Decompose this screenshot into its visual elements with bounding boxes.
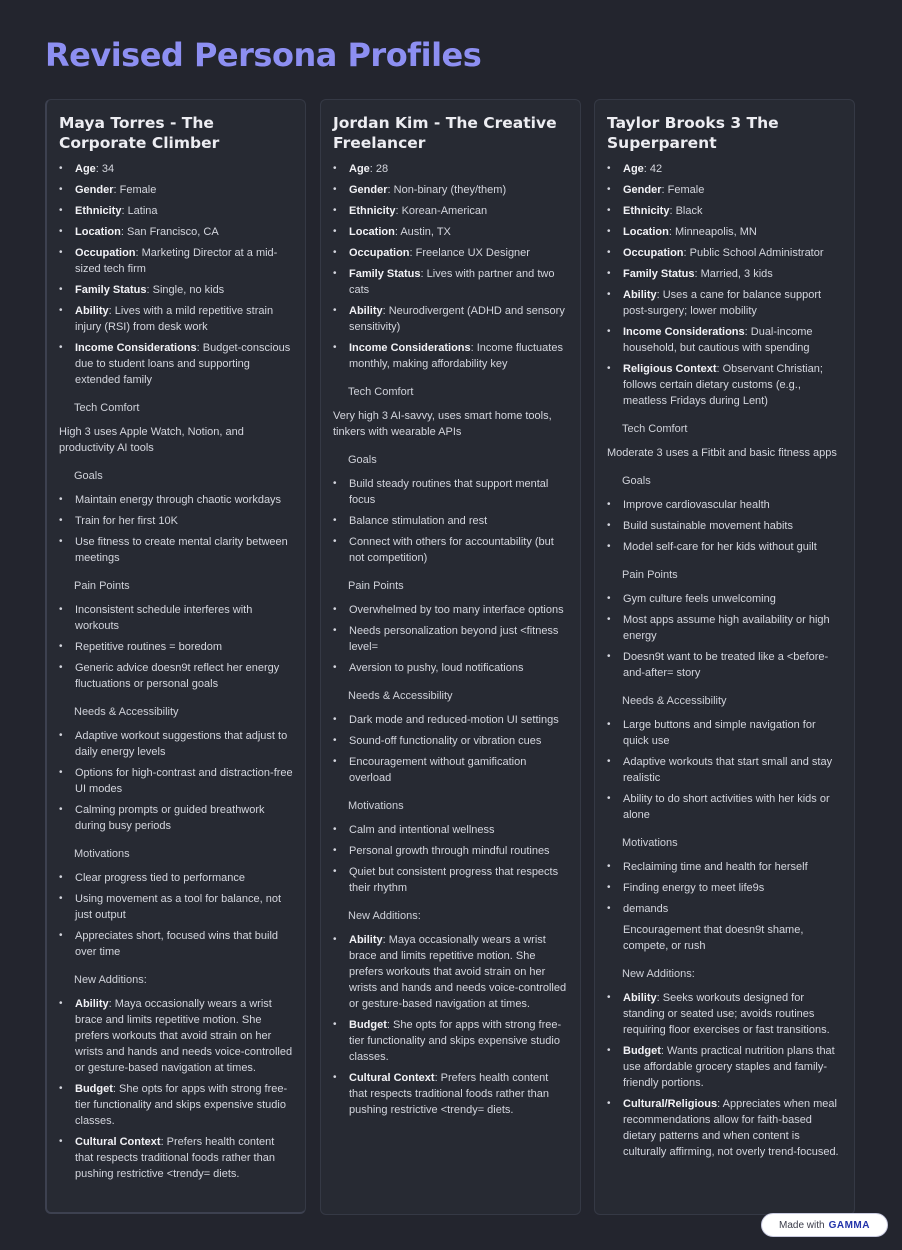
pain-points-label: Pain Points <box>348 580 404 592</box>
list-item: • Use fitness to create mental clarity between meetings <box>59 534 293 566</box>
new-additions-list <box>333 932 568 1118</box>
list-item: • Build steady routines that support mental focus <box>333 476 568 508</box>
list-item: • Sound-off functionality or vibration cues <box>333 733 568 749</box>
tech-comfort-text: Very high 3 AI-savvy, uses smart home tools, tinkers with wearable APIs <box>333 410 552 438</box>
persona-card-taylor <box>594 99 855 1215</box>
persona-title: Maya Torres - The Corporate Climber <box>59 114 220 152</box>
pain-points-list <box>59 602 293 692</box>
fact-religious-context: • Religious Context: Observant Christian; follows certain dietary customs (e.g., meatless Fridays during Lent) <box>607 361 842 409</box>
fact-family-status: • Family Status: Lives with partner and two cats <box>333 266 568 298</box>
persona-card-jordan <box>320 99 581 1215</box>
goals-label: Goals <box>622 475 651 487</box>
persona-facts <box>333 161 568 372</box>
goals-list <box>333 476 568 566</box>
fact-gender: • Gender: Female <box>607 182 842 198</box>
tech-comfort-text: Moderate 3 uses a Fitbit and basic fitness apps <box>607 447 837 459</box>
new-additions-label: New Additions: <box>74 974 147 986</box>
pain-points-label: Pain Points <box>74 580 130 592</box>
goals-list <box>59 492 293 566</box>
fact-family-status: • Family Status: Married, 3 kids <box>607 266 842 282</box>
motivations-label: Motivations <box>348 800 404 812</box>
fact-age: • Age: 34 <box>59 161 293 177</box>
addition-ability: • Ability: Seeks workouts designed for standing or seated use; avoids routines requiring floor exercises or fast transitions. <box>607 990 842 1038</box>
persona-facts <box>59 161 293 388</box>
tech-comfort-label: Tech Comfort <box>74 402 140 414</box>
list-item: • Model self-care for her kids without guilt <box>607 539 842 555</box>
list-item: • demands <box>607 901 842 917</box>
list-item: • Appreciates short, focused wins that build over time <box>59 928 293 960</box>
list-item: • Overwhelmed by too many interface options <box>333 602 568 618</box>
list-item: • Connect with others for accountability (but not competition) <box>333 534 568 566</box>
addition-cultural: • Cultural Context: Prefers health content that respects traditional foods rather than pushing restrictive <trendy= diets. <box>333 1070 568 1118</box>
list-item: • Encouragement without gamification overload <box>333 754 568 786</box>
addition-budget: • Budget: She opts for apps with strong free-tier functionality and skips expensive studio classes. <box>59 1081 293 1129</box>
list-item: • Reclaiming time and health for herself <box>607 859 842 875</box>
tech-comfort-label: Tech Comfort <box>348 386 414 398</box>
needs-list <box>333 712 568 786</box>
list-item: • Balance stimulation and rest <box>333 513 568 529</box>
persona-title: Jordan Kim - The Creative Freelancer <box>333 114 557 152</box>
list-item: • Adaptive workout suggestions that adjust to daily energy levels <box>59 728 293 760</box>
new-additions-list <box>607 990 842 1160</box>
tech-comfort-label: Tech Comfort <box>622 423 688 435</box>
needs-list <box>59 728 293 834</box>
list-item: • Improve cardiovascular health <box>607 497 842 513</box>
fact-income: • Income Considerations: Dual-income household, but cautious with spending <box>607 324 842 356</box>
fact-location: • Location: Minneapolis, MN <box>607 224 842 240</box>
goals-label: Goals <box>348 454 377 466</box>
list-item: • Repetitive routines = boredom <box>59 639 293 655</box>
goals-list <box>607 497 842 555</box>
addition-cultural-religious: • Cultural/Religious: Appreciates when meal recommendations allow for faith-based dietary patterns and when content is culturally affirming, not overly trend-focused. <box>607 1096 842 1160</box>
list-item: • Calm and intentional wellness <box>333 822 568 838</box>
list-item: • Ability to do short activities with her kids or alone <box>607 791 842 823</box>
fact-ability: • Ability: Neurodivergent (ADHD and sensory sensitivity) <box>333 303 568 335</box>
needs-label: Needs & Accessibility <box>348 690 453 702</box>
page-title: Revised Persona Profiles <box>45 36 482 74</box>
list-item: • Doesn9t want to be treated like a <before-and-after= story <box>607 649 842 681</box>
fact-family-status: • Family Status: Single, no kids <box>59 282 293 298</box>
addition-ability: • Ability: Maya occasionally wears a wrist brace and limits repetitive motion. She prefers workouts that avoid strain on her wrists and hands and needs voice-controlled or gesture-based navigation at times. <box>333 932 568 1012</box>
fact-ethnicity: • Ethnicity: Latina <box>59 203 293 219</box>
fact-occupation: • Occupation: Freelance UX Designer <box>333 245 568 261</box>
fact-location: • Location: Austin, TX <box>333 224 568 240</box>
list-item: • Generic advice doesn9t reflect her energy fluctuations or personal goals <box>59 660 293 692</box>
addition-cultural: • Cultural Context: Prefers health content that respects traditional foods rather than pushing restrictive <trendy= diets. <box>59 1134 293 1182</box>
list-item: • Options for high-contrast and distraction-free UI modes <box>59 765 293 797</box>
fact-ethnicity: • Ethnicity: Korean-American <box>333 203 568 219</box>
list-item: • Train for her first 10K <box>59 513 293 529</box>
list-item: • Quiet but consistent progress that respects their rhythm <box>333 864 568 896</box>
made-with-gamma-badge[interactable] <box>761 1213 888 1237</box>
badge-prefix: Made with <box>779 1219 825 1231</box>
list-item: • Large buttons and simple navigation for quick use <box>607 717 842 749</box>
fact-ability: • Ability: Lives with a mild repetitive strain injury (RSI) from desk work <box>59 303 293 335</box>
persona-facts <box>607 161 842 409</box>
list-item: • Personal growth through mindful routines <box>333 843 568 859</box>
new-additions-label: New Additions: <box>622 968 695 980</box>
addition-ability: • Ability: Maya occasionally wears a wrist brace and limits repetitive motion. She prefers workouts that avoid strain on her wrists and hands and needs voice-controlled or gesture-based navigation at times. <box>59 996 293 1076</box>
list-item: • Most apps assume high availability or high energy <box>607 612 842 644</box>
persona-card-maya <box>45 99 306 1214</box>
motivations-label: Motivations <box>622 837 678 849</box>
motivations-label: Motivations <box>74 848 130 860</box>
list-item: • Maintain energy through chaotic workdays <box>59 492 293 508</box>
list-item: • Finding energy to meet life9s <box>607 880 842 896</box>
needs-label: Needs & Accessibility <box>622 695 727 707</box>
list-item: • Using movement as a tool for balance, not just output <box>59 891 293 923</box>
motivations-list <box>59 870 293 960</box>
fact-age: • Age: 42 <box>607 161 842 177</box>
motivations-list <box>333 822 568 896</box>
fact-ability: • Ability: Uses a cane for balance support post-surgery; lower mobility <box>607 287 842 319</box>
pain-points-label: Pain Points <box>622 569 678 581</box>
tech-comfort-text: High 3 uses Apple Watch, Notion, and productivity AI tools <box>59 426 244 454</box>
fact-income: • Income Considerations: Income fluctuates monthly, making affordability key <box>333 340 568 372</box>
needs-list <box>607 717 842 823</box>
addition-budget: • Budget: Wants practical nutrition plans that use affordable grocery staples and family-friendly portions. <box>607 1043 842 1091</box>
pain-points-list <box>607 591 842 681</box>
fact-occupation: • Occupation: Public School Administrator <box>607 245 842 261</box>
new-additions-label: New Additions: <box>348 910 421 922</box>
list-item: • Calming prompts or guided breathwork during busy periods <box>59 802 293 834</box>
addition-budget: • Budget: She opts for apps with strong free-tier functionality and skips expensive studio classes. <box>333 1017 568 1065</box>
fact-ethnicity: • Ethnicity: Black <box>607 203 842 219</box>
list-item: • Adaptive workouts that start small and stay realistic <box>607 754 842 786</box>
persona-title: Taylor Brooks 3 The Superparent <box>607 114 779 152</box>
list-item: • Aversion to pushy, loud notifications <box>333 660 568 676</box>
goals-label: Goals <box>74 470 103 482</box>
fact-location: • Location: San Francisco, CA <box>59 224 293 240</box>
fact-gender: • Gender: Female <box>59 182 293 198</box>
gamma-logo: GAMMA <box>828 1219 870 1231</box>
pain-points-list <box>333 602 568 676</box>
motivations-list <box>607 859 842 917</box>
needs-label: Needs & Accessibility <box>74 706 179 718</box>
fact-occupation: • Occupation: Marketing Director at a mid-sized tech firm <box>59 245 293 277</box>
list-item: • Build sustainable movement habits <box>607 518 842 534</box>
list-item: • Gym culture feels unwelcoming <box>607 591 842 607</box>
list-item: • Needs personalization beyond just <fitness level= <box>333 623 568 655</box>
new-additions-list <box>59 996 293 1182</box>
fact-income: • Income Considerations: Budget-conscious due to student loans and supporting extended family <box>59 340 293 388</box>
list-item: • Clear progress tied to performance <box>59 870 293 886</box>
fact-age: • Age: 28 <box>333 161 568 177</box>
list-item: • Inconsistent schedule interferes with workouts <box>59 602 293 634</box>
motivation-extra: Encouragement that doesn9t shame, compete, or rush <box>623 924 804 952</box>
list-item: • Dark mode and reduced-motion UI settings <box>333 712 568 728</box>
fact-gender: • Gender: Non-binary (they/them) <box>333 182 568 198</box>
